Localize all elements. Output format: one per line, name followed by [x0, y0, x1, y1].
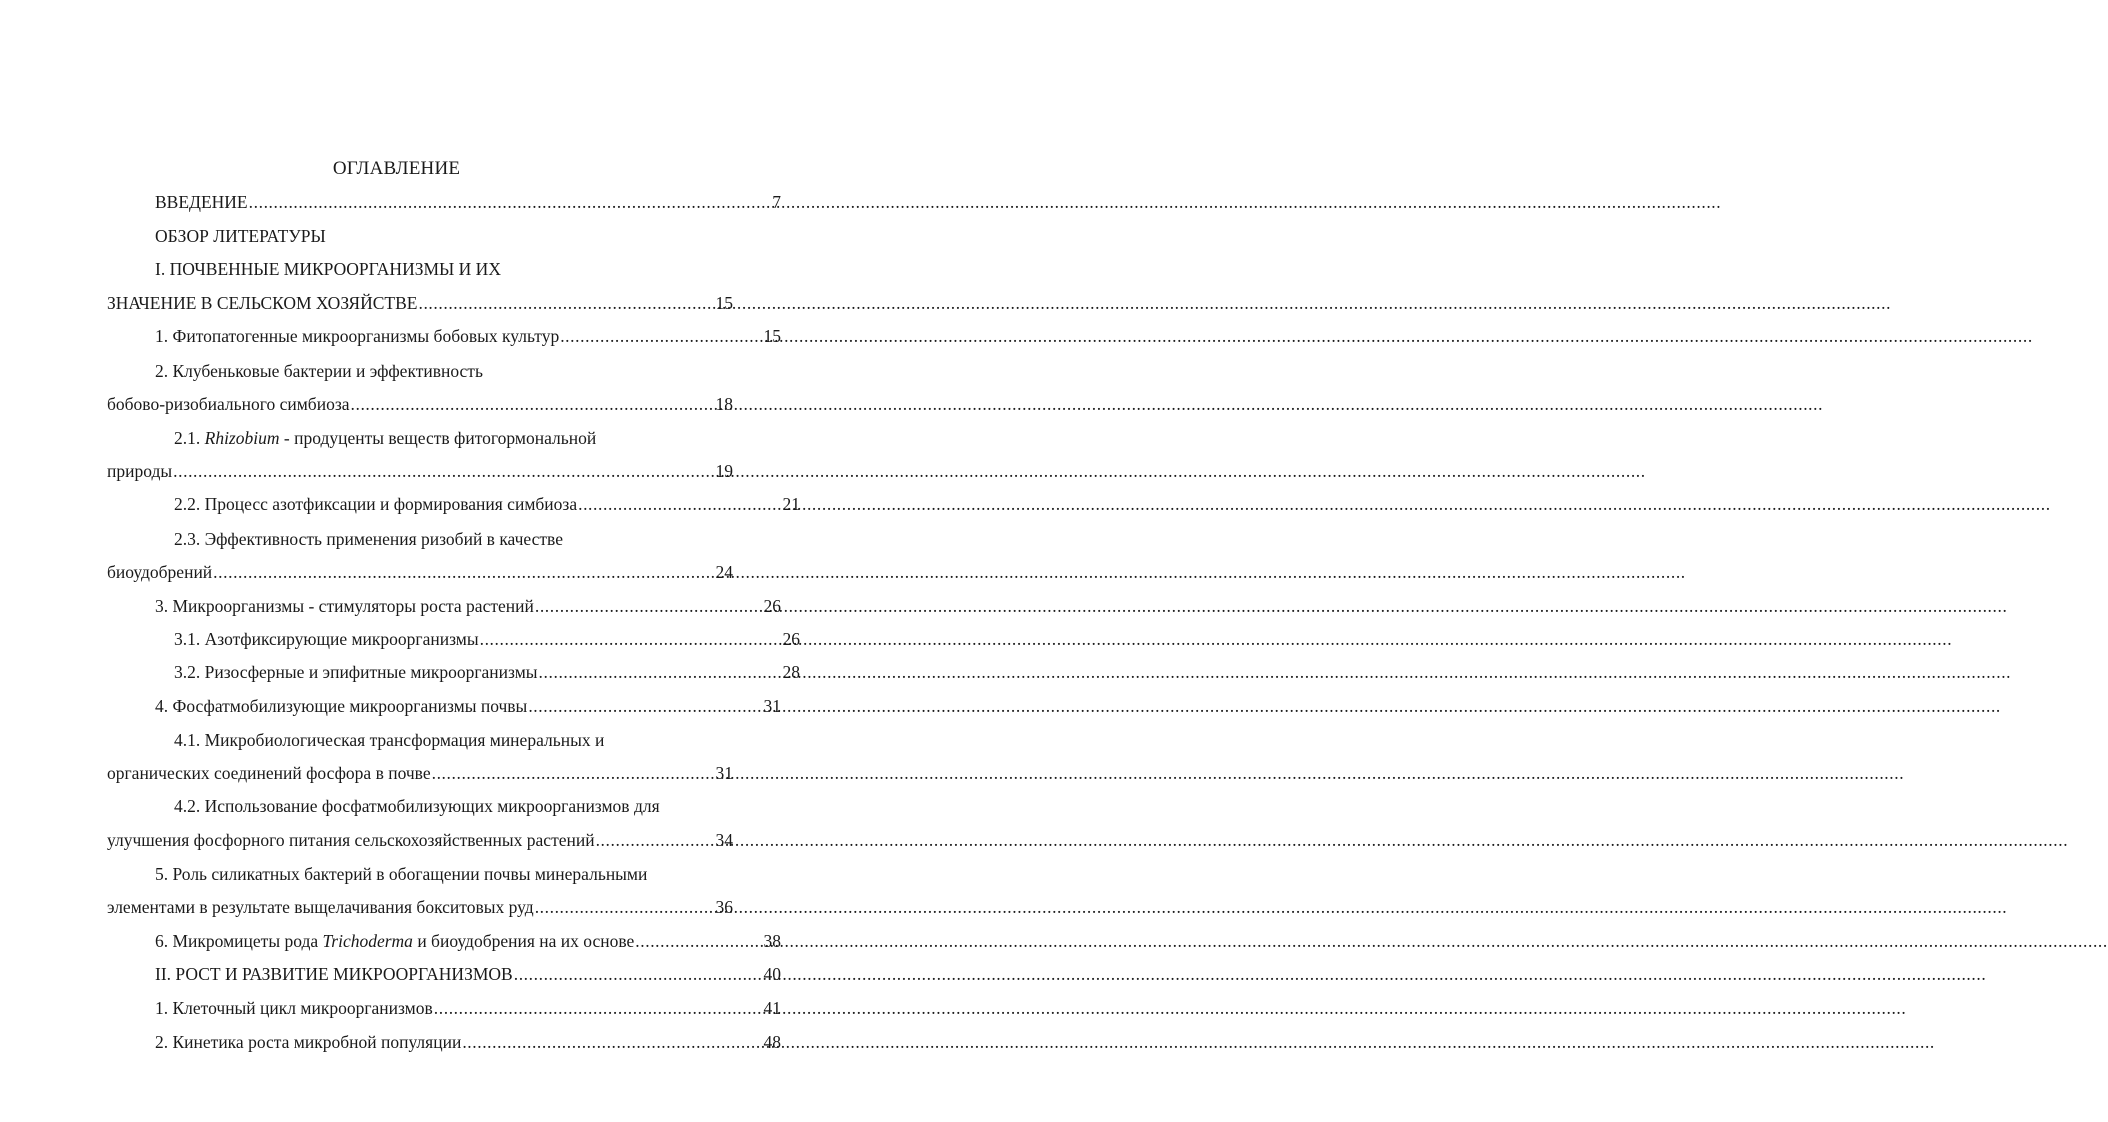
toc-entry-text: бобово-ризобиального симбиоза	[107, 394, 350, 414]
toc-entry	[107, 428, 800, 452]
toc-entry-page: 19	[715, 461, 733, 481]
toc-entry-text: 2. Кинетика роста микробной популяции	[155, 1032, 462, 1052]
toc-entry-text-after: - продуценты веществ фитогормональной	[279, 428, 597, 448]
toc-title: ОГЛАВЛЕНИЕ	[332, 158, 461, 179]
toc-leader-dots	[635, 931, 757, 952]
toc-entry-text-italic: Rhizobium	[204, 428, 280, 448]
toc-entry-page: 48	[763, 1032, 781, 1052]
toc-entry-text: органических соединений фосфора в почве	[107, 763, 431, 783]
toc-entry	[107, 192, 781, 216]
toc-entry-text: 4.2. Использование фосфатмобилизующих микроорганизмов для	[174, 796, 660, 816]
toc-entry	[107, 662, 800, 686]
toc-entry-text: 4.1. Микробиологическая трансформация минеральных и	[174, 730, 605, 750]
toc-entry-text: 1. Клеточный цикл микроорганизмов	[155, 998, 433, 1018]
toc-entry-text-before: 2.1.	[174, 428, 205, 448]
toc-entry-page: 26	[782, 629, 800, 649]
toc-entry-text: ОБЗОР ЛИТЕРАТУРЫ	[155, 226, 326, 246]
toc-entry-page: 15	[763, 326, 781, 346]
toc-entry	[107, 293, 733, 317]
toc-entry	[107, 897, 733, 921]
toc-entry-text: 1. Фитопатогенные микроорганизмы бобовых культур	[155, 326, 560, 346]
toc-leader-dots	[560, 326, 757, 347]
toc-entry	[107, 830, 733, 854]
toc-entry-text: 3. Микроорганизмы - стимуляторы роста растений	[155, 596, 534, 616]
toc-entry-page: 26	[763, 596, 781, 616]
toc-entry-page: 18	[715, 394, 733, 414]
toc-entry-text: ВВЕДЕНИЕ	[155, 192, 248, 212]
toc-entry	[107, 864, 781, 888]
toc-entry-page: 31	[763, 696, 781, 716]
toc-entry	[107, 494, 800, 518]
toc-entry-text: улучшения фосфорного питания сельскохозяйственных растений	[107, 830, 595, 850]
toc-leader-dots	[249, 192, 767, 213]
toc-entry	[107, 394, 733, 418]
toc-entry	[107, 696, 781, 720]
toc-leader-dots	[578, 494, 776, 515]
toc-entry-text-after: и биоудобрения на их основе	[412, 931, 635, 951]
toc-entry-text: природы	[107, 461, 173, 481]
toc-leader-dots	[514, 964, 758, 985]
toc-entry-text: ЗНАЧЕНИЕ В СЕЛЬСКОМ ХОЗЯЙСТВЕ	[107, 293, 418, 313]
toc-entry-page: 28	[782, 662, 800, 682]
toc-entry-page: 34	[715, 830, 733, 850]
toc-entry-page: 7	[772, 192, 781, 212]
toc-entry	[107, 461, 733, 485]
toc-entry	[107, 562, 733, 586]
toc-leader-dots	[173, 461, 709, 482]
toc-leader-dots	[418, 293, 709, 314]
toc-leader-dots	[535, 897, 710, 918]
toc-entry	[107, 596, 781, 620]
toc-entry	[107, 259, 781, 283]
toc-leader-dots	[480, 629, 777, 650]
toc-entry	[107, 964, 781, 988]
toc-entry-text: 3.1. Азотфиксирующие микроорганизмы	[174, 629, 479, 649]
toc-leader-dots	[351, 394, 710, 415]
toc-leader-dots	[528, 696, 757, 717]
toc-entry	[107, 796, 800, 820]
toc-entry-page: 38	[763, 931, 781, 951]
toc-leader-dots	[432, 763, 710, 784]
toc-entry-page: 15	[715, 293, 733, 313]
toc-entry	[107, 361, 781, 385]
toc-entry-page: 41	[763, 998, 781, 1018]
toc-entry	[107, 326, 781, 350]
toc-entry	[107, 931, 781, 955]
toc-leader-dots	[434, 998, 758, 1019]
toc-leader-dots	[535, 596, 758, 617]
toc-entry-text: 2. Клубеньковые бактерии и эффективность	[155, 361, 483, 381]
toc-entry-text: элементами в результате выщелачивания бокситовых руд	[107, 897, 534, 917]
toc-entry-page: 36	[715, 897, 733, 917]
toc-entry-text: II. РОСТ И РАЗВИТИЕ МИКРООРГАНИЗМОВ	[155, 964, 513, 984]
toc-entry-page: 40	[763, 964, 781, 984]
document-page	[0, 0, 800, 1122]
toc-entry-text: биоудобрений	[107, 562, 213, 582]
toc-leader-dots	[539, 662, 777, 683]
toc-leader-dots	[596, 830, 710, 851]
toc-entry-text-italic: Trichoderma	[322, 931, 413, 951]
toc-entry-text: I. ПОЧВЕННЫЕ МИКРООРГАНИЗМЫ И ИХ	[155, 259, 501, 279]
toc-entry-page: 24	[715, 562, 733, 582]
toc-entry-text: 5. Роль силикатных бактерий в обогащении почвы минеральными	[155, 864, 648, 884]
toc-entry	[107, 763, 733, 787]
toc-entry-text: 2.3. Эффективность применения ризобий в качестве	[174, 529, 563, 549]
toc-entry-text	[174, 428, 596, 449]
toc-entry	[107, 529, 800, 553]
toc-entry-text-before: 6. Микромицеты рода	[155, 931, 323, 951]
toc-entry-page: 21	[782, 494, 800, 514]
toc-leader-dots	[213, 562, 709, 583]
toc-entry-text	[155, 931, 634, 952]
toc-entry	[107, 629, 800, 653]
toc-entry-text: 4. Фосфатмобилизующие микроорганизмы почвы	[155, 696, 528, 716]
toc-entry	[107, 730, 800, 754]
toc-entry-page: 31	[715, 763, 733, 783]
toc-entry-text: 3.2. Ризосферные и эпифитные микроорганизмы	[174, 662, 538, 682]
toc-leader-dots	[462, 1032, 757, 1053]
toc-entry-text: 2.2. Процесс азотфиксации и формирования симбиоза	[174, 494, 578, 514]
toc-entry	[107, 998, 781, 1022]
toc-entry	[107, 226, 781, 250]
toc-entry	[107, 1032, 781, 1056]
